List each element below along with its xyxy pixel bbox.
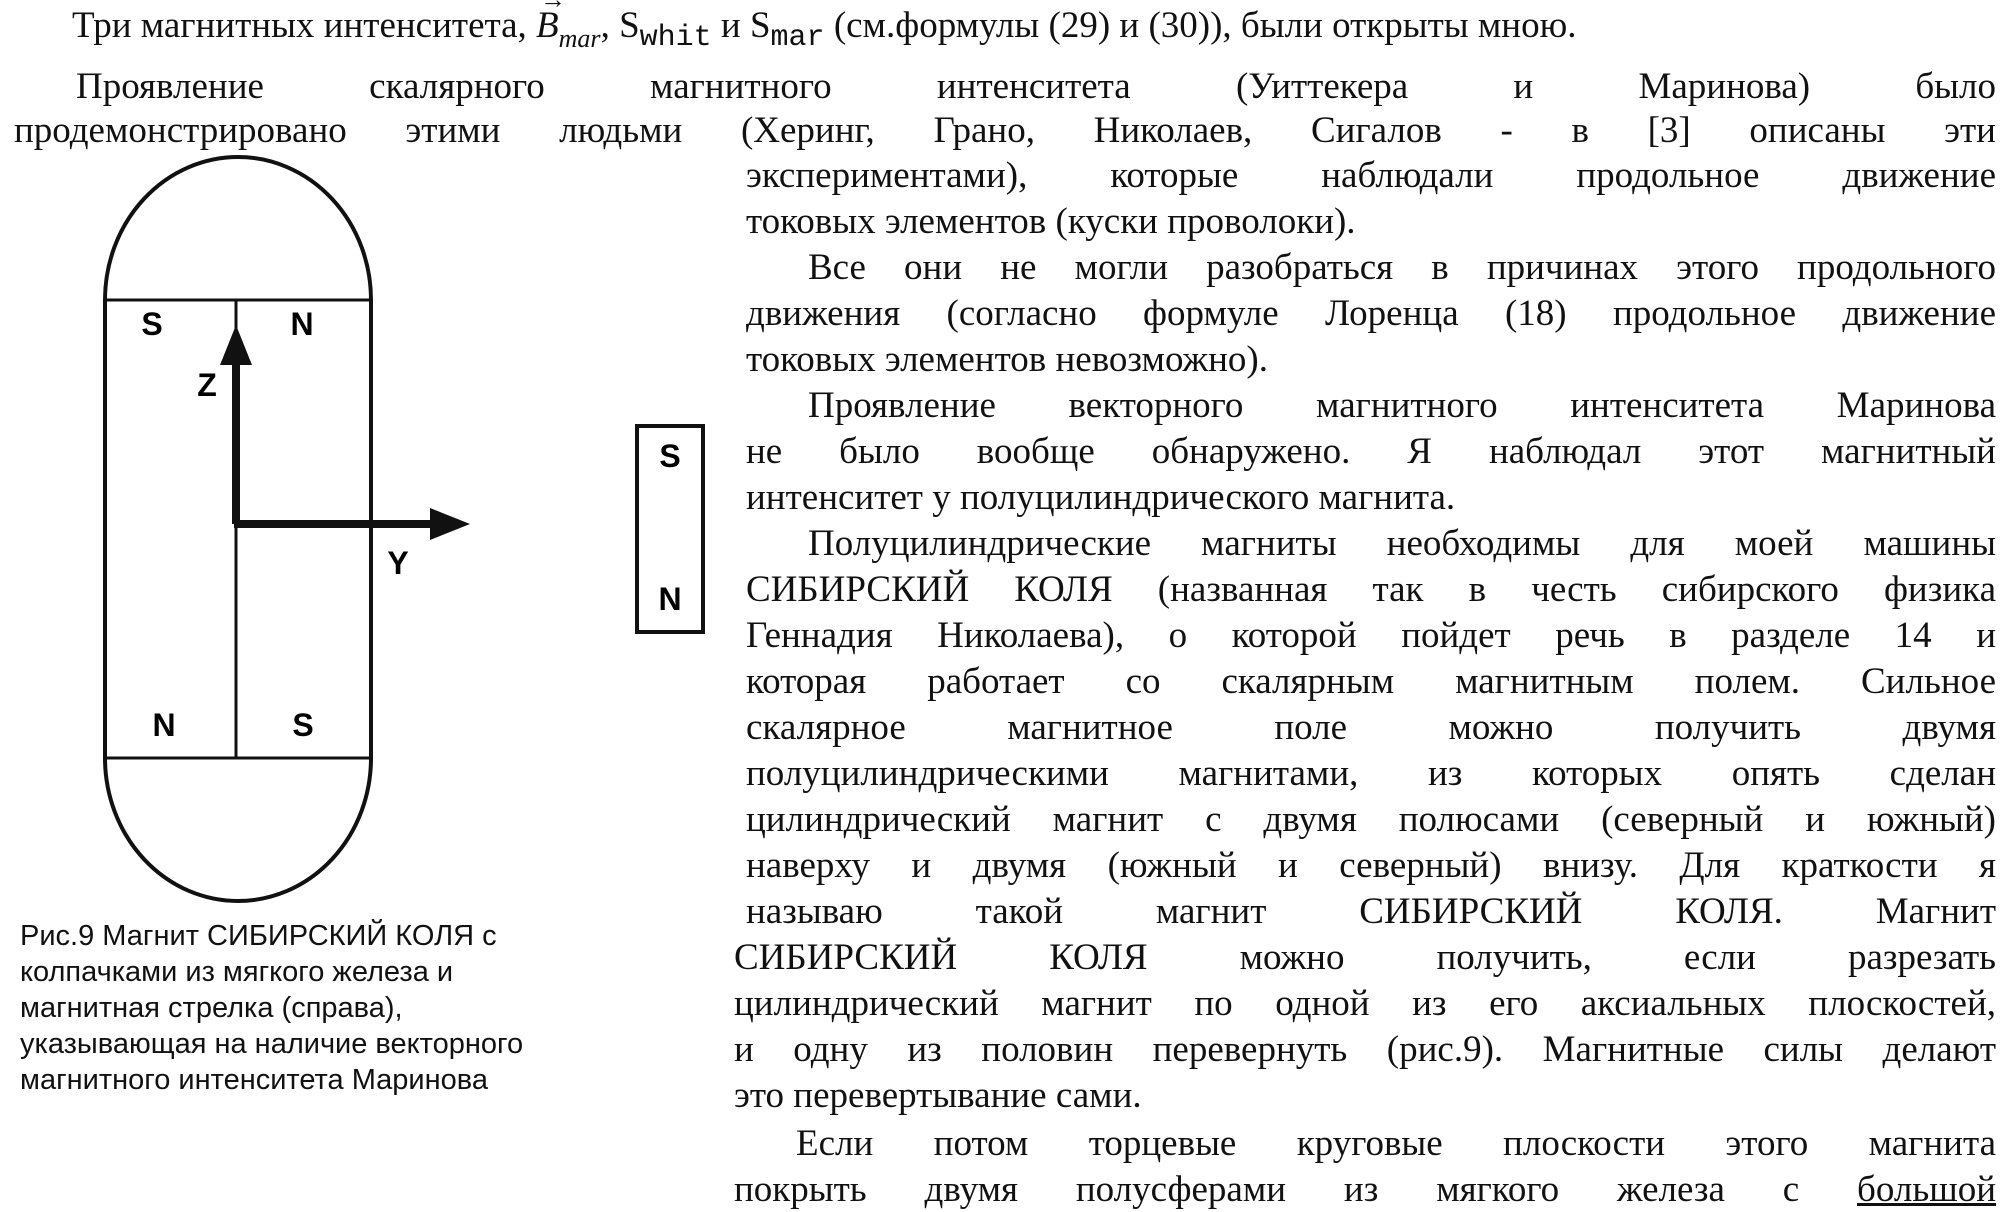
body-line: продемонстрировано этими людьми (Херинг, Грано, Николаев, Сигалов - в [3] описаны эти [14, 110, 1996, 151]
figure-9-magnet-diagram [0, 150, 730, 910]
body-line: не было вообще обнаружено. Я наблюдал этот магнитный [746, 431, 1996, 472]
s-whit-subscript: whit [639, 21, 712, 55]
s-mar-subscript: mar [770, 21, 825, 55]
y-axis-arrowhead [430, 508, 470, 540]
z-axis-arrowhead [220, 325, 252, 365]
body-line: СИБИРСКИЙ КОЛЯ можно получить, если разрезать [734, 937, 1996, 978]
paragraph-1-text-before: Три магнитных интенситета, [72, 5, 527, 46]
caption-line: указывающая на наличие векторного [20, 1028, 524, 1060]
body-line: Проявление скалярного магнитного интенситета (Уиттекера и Маринова) было [76, 66, 1996, 107]
body-line: СИБИРСКИЙ КОЛЯ (названная так в честь сибирского физика [746, 569, 1996, 610]
body-line: цилиндрический магнит с двумя полюсами (северный и южный) [746, 799, 1996, 840]
s-mar-symbol: S [749, 5, 771, 46]
caption-line: магнитная стрелка (справа), [20, 992, 403, 1024]
magnet-outline [105, 157, 371, 901]
and-word: и [720, 5, 741, 46]
body-line: наверху и двумя (южный и северный) внизу. Для краткости я [746, 845, 1996, 886]
b-mar-symbol: → B [536, 4, 559, 48]
caption-line: магнитного интенситета Маринова [20, 1064, 488, 1096]
needle-label-bottom: N [658, 581, 682, 617]
figure-caption [20, 918, 670, 1098]
body-line: токовых элементов невозможно). [746, 339, 1268, 380]
last-line-text: покрыть двумя полусферами из мягкого железа с [734, 1169, 1800, 1210]
axis-label-y: Y [387, 545, 409, 581]
caption-line: Рис.9 Магнит СИБИРСКИЙ КОЛЯ с [20, 920, 497, 952]
pole-label-top-left: S [141, 306, 163, 342]
body-line: скалярное магнитное поле можно получить двумя [746, 707, 1996, 748]
axis-label-z: Z [197, 367, 217, 403]
body-line: полуцилиндрическими магнитами, из которых опять сделан [746, 753, 1996, 794]
body-line: цилиндрический магнит по одной из его аксиальных плоскостей, [734, 983, 1996, 1024]
body-line: Проявление векторного магнитного интенситета Маринова [808, 385, 1996, 426]
body-line: Геннадия Николаева), о которой пойдет речь в разделе 14 и [746, 615, 1996, 656]
pole-label-top-right: N [290, 306, 314, 342]
needle-label-top: S [659, 438, 681, 474]
body-line: Полуцилиндрические магниты необходимы для моей машины [808, 523, 1996, 564]
body-line: токовых элементов (куски проволоки). [746, 201, 1356, 242]
pole-label-bottom-right: S [292, 707, 314, 743]
b-mar-subscript: mar [558, 24, 601, 53]
last-body-line [734, 1168, 1996, 1212]
body-line: которая работает со скалярным магнитным полем. Сильное [746, 661, 1996, 702]
caption-line: колпачками из мягкого железа и [20, 956, 454, 988]
body-line: движения (согласно формуле Лоренца (18) продольное движение [746, 293, 1996, 334]
body-line: интенситет у полуцилиндрического магнита. [746, 477, 1456, 518]
body-line: Если потом торцевые круговые плоскости этого магнита [796, 1123, 1996, 1164]
paragraph-1-line: Три магнитных интенситета, → $B_{mar}$, $S_{whit}$ и $S_{mar}$ (см.формулы (29) и (30)), были открыты мною. [72, 4, 1932, 52]
s-whit-symbol: S [619, 5, 640, 46]
body-line: экспериментами), которые наблюдали продольное движение [746, 155, 1996, 196]
paragraph-1-text-after: (см.формулы (29) и (30)), были открыты мною. [833, 5, 1577, 46]
pole-label-bottom-left: N [152, 707, 176, 743]
body-line: Все они не могли разобраться в причинах этого продольного [808, 247, 1996, 288]
underlined-word: большой [1857, 1169, 1996, 1210]
body-line: и одну из половин перевернуть (рис.9). Магнитные силы делают [734, 1029, 1996, 1070]
body-line: называю такой магнит СИБИРСКИЙ КОЛЯ. Магнит [746, 891, 1996, 932]
body-line: это перевертывание сами. [734, 1075, 1142, 1116]
